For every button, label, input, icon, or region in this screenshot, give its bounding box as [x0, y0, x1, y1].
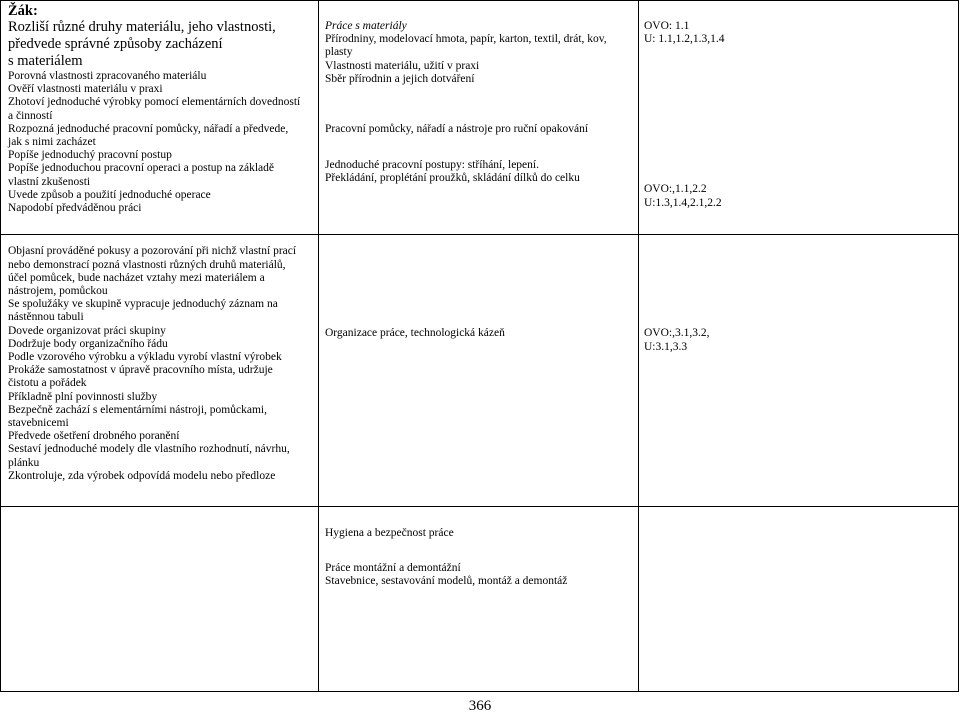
content-cell [319, 235, 639, 506]
outcomes-cell [1, 1, 319, 235]
outcome-line: nebo demonstrací pozná vlastnosti různých druhů materiálů, [8, 258, 286, 271]
content-line: plasty [325, 46, 353, 59]
ref-line: OVO:,3.1,3.2, [644, 327, 710, 340]
spacer [325, 86, 634, 123]
ref-line: U:1.3,1.4,2.1,2.2 [644, 196, 722, 209]
goal-line: Rozliší různé druhy materiálu, jeho vlastnosti, [8, 19, 276, 35]
content-line: Přírodniny, modelovací hmota, papír, karton, textil, drát, kov, [325, 33, 607, 46]
content-line: Překládání, proplétání proužků, skládání dílků do celku [325, 172, 580, 185]
outcome-line: Sestaví jednoduché modely dle vlastního rozhodnutí, návrhu, [8, 443, 290, 456]
content-cell [319, 1, 639, 235]
table-row [1, 506, 959, 691]
outcome-line: jak s nimi zacházet [8, 136, 96, 149]
outcome-line: Předvede ošetření drobného poranění [8, 430, 180, 443]
outcome-line: nástěnnou tabuli [8, 311, 84, 324]
outcome-line: Uvede způsob a použití jednoduché operace [8, 188, 211, 201]
outcome-line: vlastní zkušenosti [8, 175, 91, 188]
spacer [325, 540, 634, 562]
topic-title: Práce s materiály [325, 20, 407, 32]
ref-line: U: 1.1,1.2,1.3,1.4 [644, 33, 725, 46]
ref-line: OVO:,1.1,2.2 [644, 183, 707, 196]
ref-line: U:3.1,3.3 [644, 340, 688, 353]
refs-cell [639, 1, 959, 235]
outcome-line: Popíše jednoduchý pracovní postup [8, 149, 172, 162]
goal-line: s materiálem [8, 53, 83, 69]
spacer [325, 136, 634, 159]
goal-line: předvede správné způsoby zacházení [8, 36, 223, 52]
outcome-line: Dovede organizovat práci skupiny [8, 324, 166, 337]
outcome-line: Rozpozná jednoduché pracovní pomůcky, nářadí a předvede, [8, 122, 289, 135]
table-row [1, 1, 959, 235]
outcome-line: nástrojem, pomůckou [8, 284, 108, 297]
table-row [1, 235, 959, 506]
pupil-heading: Žák: [8, 3, 38, 19]
outcome-line: Příkladně plní povinnosti služby [8, 390, 158, 403]
spacer [644, 46, 954, 183]
outcome-line: Porovná vlastnosti zpracovaného materiálu [8, 70, 207, 82]
content-line: Organizace práce, technologická kázeň [325, 327, 505, 340]
outcome-line: Napodobí předváděnou práci [8, 202, 142, 215]
refs-cell [639, 506, 959, 691]
outcome-line: Popíše jednoduchou pracovní operaci a postup na základě [8, 162, 275, 175]
content-line: Sběr přírodnin a jejich dotváření [325, 72, 475, 85]
content-line: Vlastnosti materiálu, užití v praxi [325, 59, 480, 72]
outcomes-cell [1, 506, 319, 691]
outcome-line: a činností [8, 109, 53, 122]
outcome-line: účel pomůcek, bude nacházet vztahy mezi materiálem a [8, 271, 265, 284]
ref-line: OVO: 1.1 [644, 20, 690, 32]
content-line: Práce montážní a demontážní [325, 561, 461, 574]
outcome-line: plánku [8, 456, 40, 469]
page-number: 366 [468, 698, 492, 714]
content-cell [319, 506, 639, 691]
content-line: Hygiena a bezpečnost práce [325, 526, 454, 539]
outcome-line: stavebnicemi [8, 416, 69, 429]
refs-cell [639, 235, 959, 506]
outcome-line: Zkontroluje, zda výrobek odpovídá modelu nebo předloze [8, 469, 276, 482]
outcome-line: čistotu a pořádek [8, 377, 87, 390]
content-line: Stavebnice, sestavování modelů, montáž a demontáž [325, 575, 568, 588]
outcome-line: Ověří vlastnosti materiálu v praxi [8, 83, 163, 96]
outcome-line: Objasní prováděné pokusy a pozorování při nichž vlastní prací [8, 245, 297, 258]
outcome-line: Podle vzorového výrobku a výkladu vyrobí vlastní výrobek [8, 350, 282, 363]
outcomes-cell [1, 235, 319, 506]
outcome-line: Dodržuje body organizačního řádu [8, 337, 168, 350]
outcome-line: Prokáže samostatnost v úpravě pracovního místa, udržuje [8, 364, 273, 377]
content-line: Jednoduché pracovní postupy: stříhání, lepení. [325, 159, 539, 172]
outcome-line: Se spolužáky ve skupině vypracuje jednoduchý záznam na [8, 298, 278, 311]
outcome-line: Zhotoví jednoduché výrobky pomocí elementárních dovedností [8, 96, 301, 109]
content-line: Pracovní pomůcky, nářadí a nástroje pro ruční opakování [325, 123, 589, 136]
outcome-line: Bezpečně zachází s elementárními nástroji, pomůckami, [8, 403, 267, 416]
